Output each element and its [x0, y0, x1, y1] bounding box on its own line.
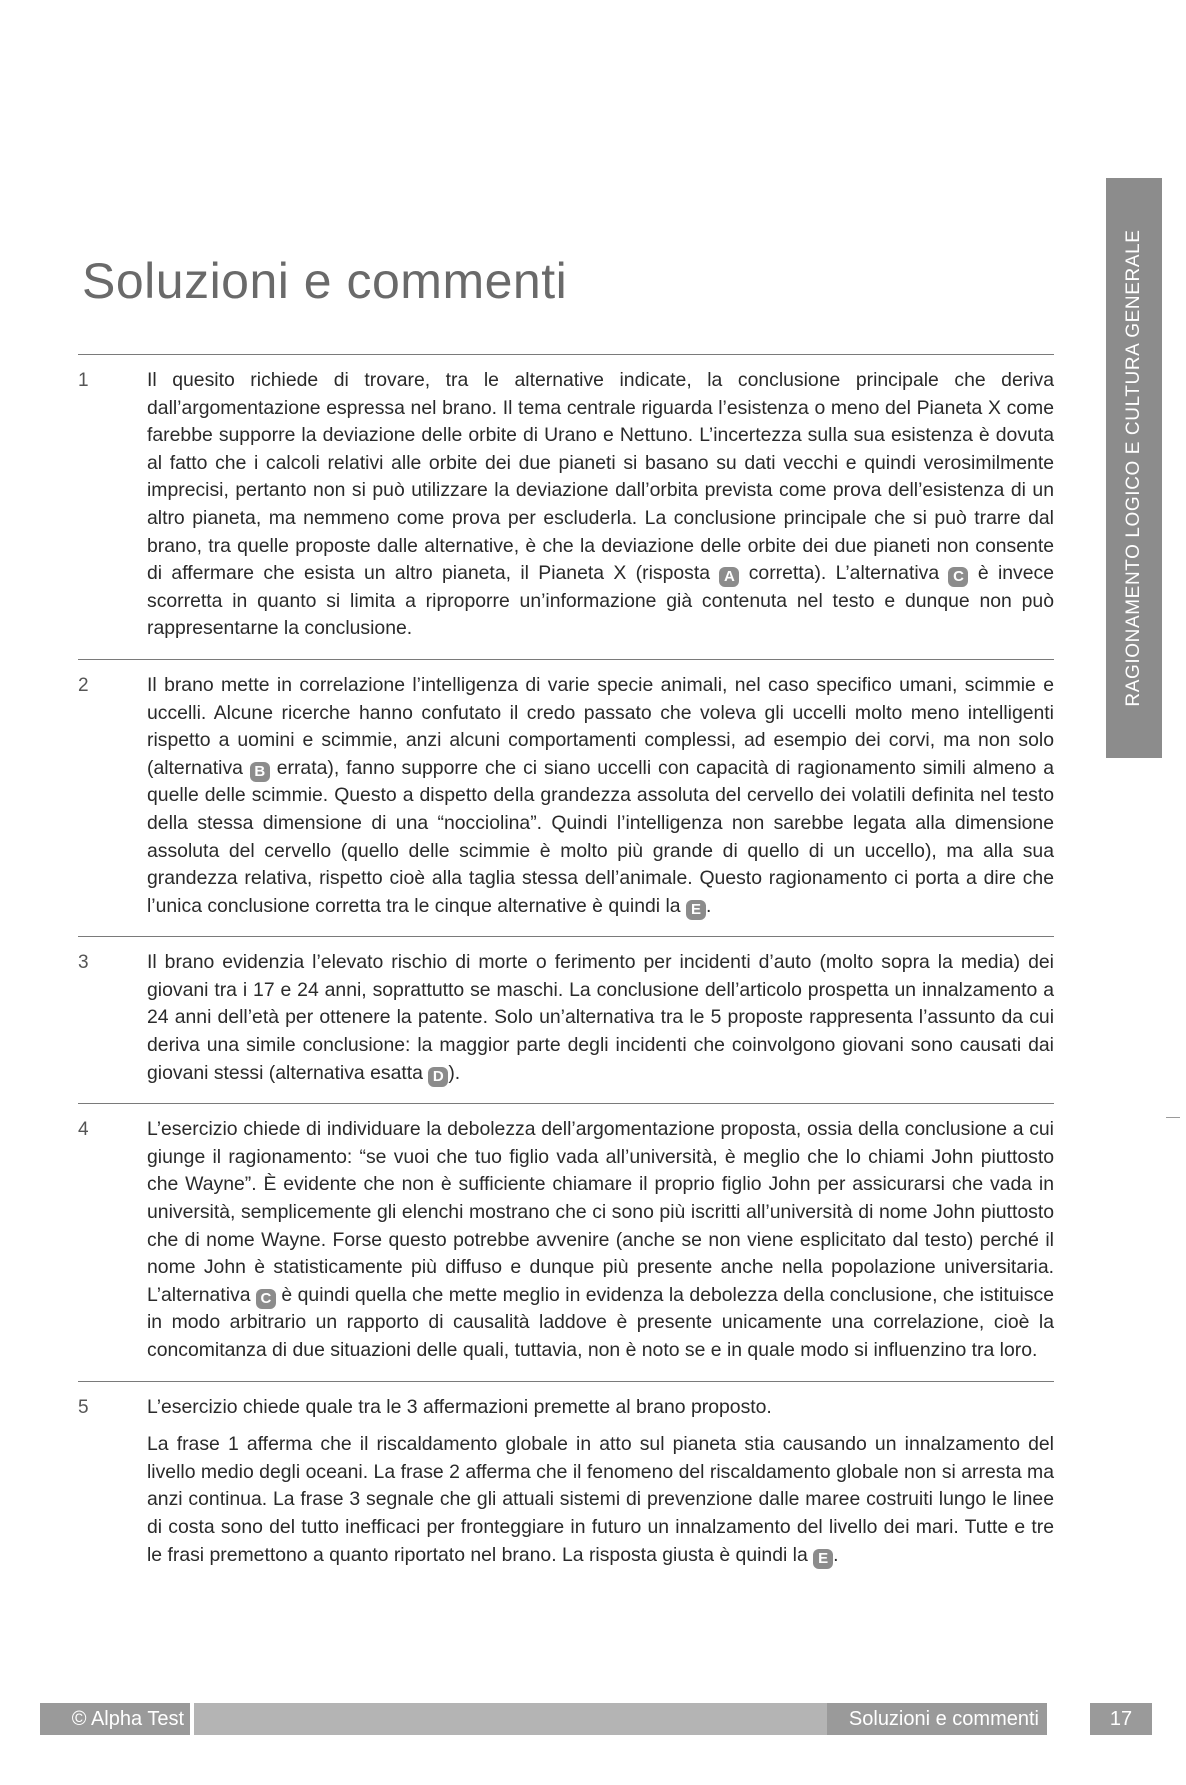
text-segment: è invece scorretta in quanto si limita a riproporre un’informazione già contenuta nel testo e dunque non può rappresentarne la conclusione. [147, 562, 1055, 640]
answer-letter-badge: E [813, 1549, 833, 1569]
text-segment: corretta). L’alternativa [739, 562, 949, 585]
text-segment: Il brano mette in correlazione l’intelligenza di varie specie animali, nel caso specifico umani, scimmie e uccelli. Alcune ricerche hanno confutato il credo passato che voleva gli uccelli molto meno intelligenti rispetto a uomini e scimmie, anzi alcuni comportamenti complessi, ad esempio dei corvi, ma non solo (alternativa [147, 673, 1054, 779]
solution-paragraph [147, 1394, 1054, 1422]
text-segment: . [833, 1543, 839, 1566]
answer-letter-badge: C [948, 567, 968, 587]
footer-bar [194, 1703, 827, 1735]
solution-number: 4 [78, 1119, 89, 1141]
page-number: 17 [1090, 1703, 1152, 1735]
margin-mark [1166, 1117, 1180, 1118]
solution-item [78, 1103, 1054, 1380]
solution-number: 1 [78, 370, 89, 391]
text-segment: errata), fanno supporre che ci siano uccelli con capacità di ragionamento simili almeno a quelle delle scimmie. Questo a dispetto della grandezza assoluta del cervello dei volatili definita nel testo della stessa dimensione di una “nocciolina”. Quindi l’intelligenza non sarebbe legata alla dimensione assoluta del cervello (quello delle scimmie è molto più grande di quello di un uccello), ma alla sua grandezza relativa, rispetto cioè alla taglia stessa dell’animale. Questo ragionamento ci porta a dire che l’unica conclusione corretta tra le cinque alternative è quindi la [147, 756, 1055, 917]
answer-letter-badge: D [428, 1067, 448, 1087]
solution-number: 5 [78, 1396, 89, 1418]
solution-item [78, 936, 1054, 1103]
page-title: Soluzioni e commenti [82, 253, 568, 309]
text-segment: è quindi quella che mette meglio in evidenza la debolezza della conclusione, che istituisce in modo arbitrario un rapporto di causalità laddove è presente unicamente una correlazione, cioè la concomitanza di due situazioni delle quali, tuttavia, non è noto se e in quale modo si influenzino tra loro. [147, 1283, 1054, 1361]
answer-letter-badge: A [719, 567, 739, 587]
answer-letter-badge: C [256, 1289, 276, 1309]
solution-item [78, 1381, 1054, 1586]
text-segment: Il quesito richiede di trovare, tra le alternative indicate, la conclusione principale che deriva dall’argomentazione espressa nel brano. Il tema centrale riguarda l’esistenza o meno del Pianeta X come farebbe supporre la deviazione delle orbite di Urano e Nettuno. L’incertezza sulla sua esistenza è dovuta al fatto che i calcoli relativi alle orbite dei due pianeti si basano su dati vecchi e quindi verosimilmente imprecisi, pertanto non si può utilizzare la deviazione dall’orbita prevista come prova dell’esistenza di un altro pianeta, ma nemmeno come prova per escluderla. La conclusione principale che si può trarre dal brano, tra quelle proposte dalle alternative, è che la deviazione delle orbite dei due pianeti non consente di affermare che esista un altro pianeta, il Pianeta X (risposta [147, 369, 1054, 585]
solution-item [78, 354, 1054, 659]
solution-paragraph [147, 367, 1054, 643]
solution-item [78, 659, 1054, 936]
solution-text [147, 367, 1054, 643]
solutions-list [78, 354, 1054, 1585]
text-segment: L’esercizio chiede di individuare la debolezza dell’argomentazione proposta, ossia della conclusione a cui giunge il ragionamento: “se vuoi che tuo figlio vada all’università, è meglio che lo chiami John piuttosto che Wayne”. È evidente che non è sufficiente chiamare il proprio figlio John per assicurarsi che vada in università, semplicemente gli elenchi mostrano che ci sono più iscritti all’università di nome John piuttosto che di nome Wayne. Forse questo potrebbe avvenire (anche se non viene esplicitato dal testo) perché il nome John è statisticamente più diffuso e dunque più presente anche nella popolazione universitaria. L’alternativa [147, 1118, 1054, 1306]
solution-number: 2 [78, 674, 89, 696]
solution-text [147, 672, 1054, 920]
solution-text [147, 949, 1054, 1087]
text-segment: Il brano evidenzia l’elevato rischio di morte o ferimento per incidenti d’auto (molto sopra la media) dei giovani tra i 17 e 24 anni, soprattutto se maschi. La conclusione dell’articolo prospetta un innalzamento a 24 anni dell’età per ottenere la patente. Solo un’alternativa tra le 5 proposte rappresenta l’assunto da cui deriva una simile conclusione: la maggior parte degli incidenti che coinvolgono giovani sono causati dai giovani stessi (alternativa esatta [147, 951, 1054, 1084]
answer-letter-badge: E [686, 900, 706, 920]
answer-letter-badge: B [250, 762, 270, 782]
solution-paragraph [147, 1431, 1054, 1569]
text-segment: . [705, 894, 712, 917]
text-segment: La frase 1 afferma che il riscaldamento globale in atto sul pianeta stia causando un innalzamento del livello medio degli oceani. La frase 2 afferma che il fenomeno del riscaldamento globale non si arresta ma anzi continua. La frase 3 segnale che gli attuali sistemi di prevenzione dalle maree costruiti lungo le linee di costa sono del tutto inefficaci per fronteggiare in futuro un innalzamento del livello dei mari. Tutte e tre le frasi premettono a quanto riportato nel brano. La risposta giusta è quindi la [147, 1433, 1054, 1566]
solution-number: 3 [78, 952, 89, 974]
solution-text [147, 1116, 1054, 1364]
section-side-tab [1106, 178, 1162, 758]
section-side-label: RAGIONAMENTO LOGICO E CULTURA GENERALE [1123, 229, 1144, 707]
footer-section-title: Soluzioni e commenti [827, 1703, 1047, 1735]
solution-text [147, 1394, 1054, 1570]
solution-paragraph [147, 672, 1054, 920]
solution-paragraph [147, 949, 1054, 1087]
text-segment: L’esercizio chiede quale tra le 3 affermazioni premette al brano proposto. [147, 1395, 772, 1418]
solution-paragraph [147, 1116, 1054, 1364]
footer-copyright: © Alpha Test [40, 1703, 190, 1735]
text-segment: ). [448, 1061, 461, 1084]
